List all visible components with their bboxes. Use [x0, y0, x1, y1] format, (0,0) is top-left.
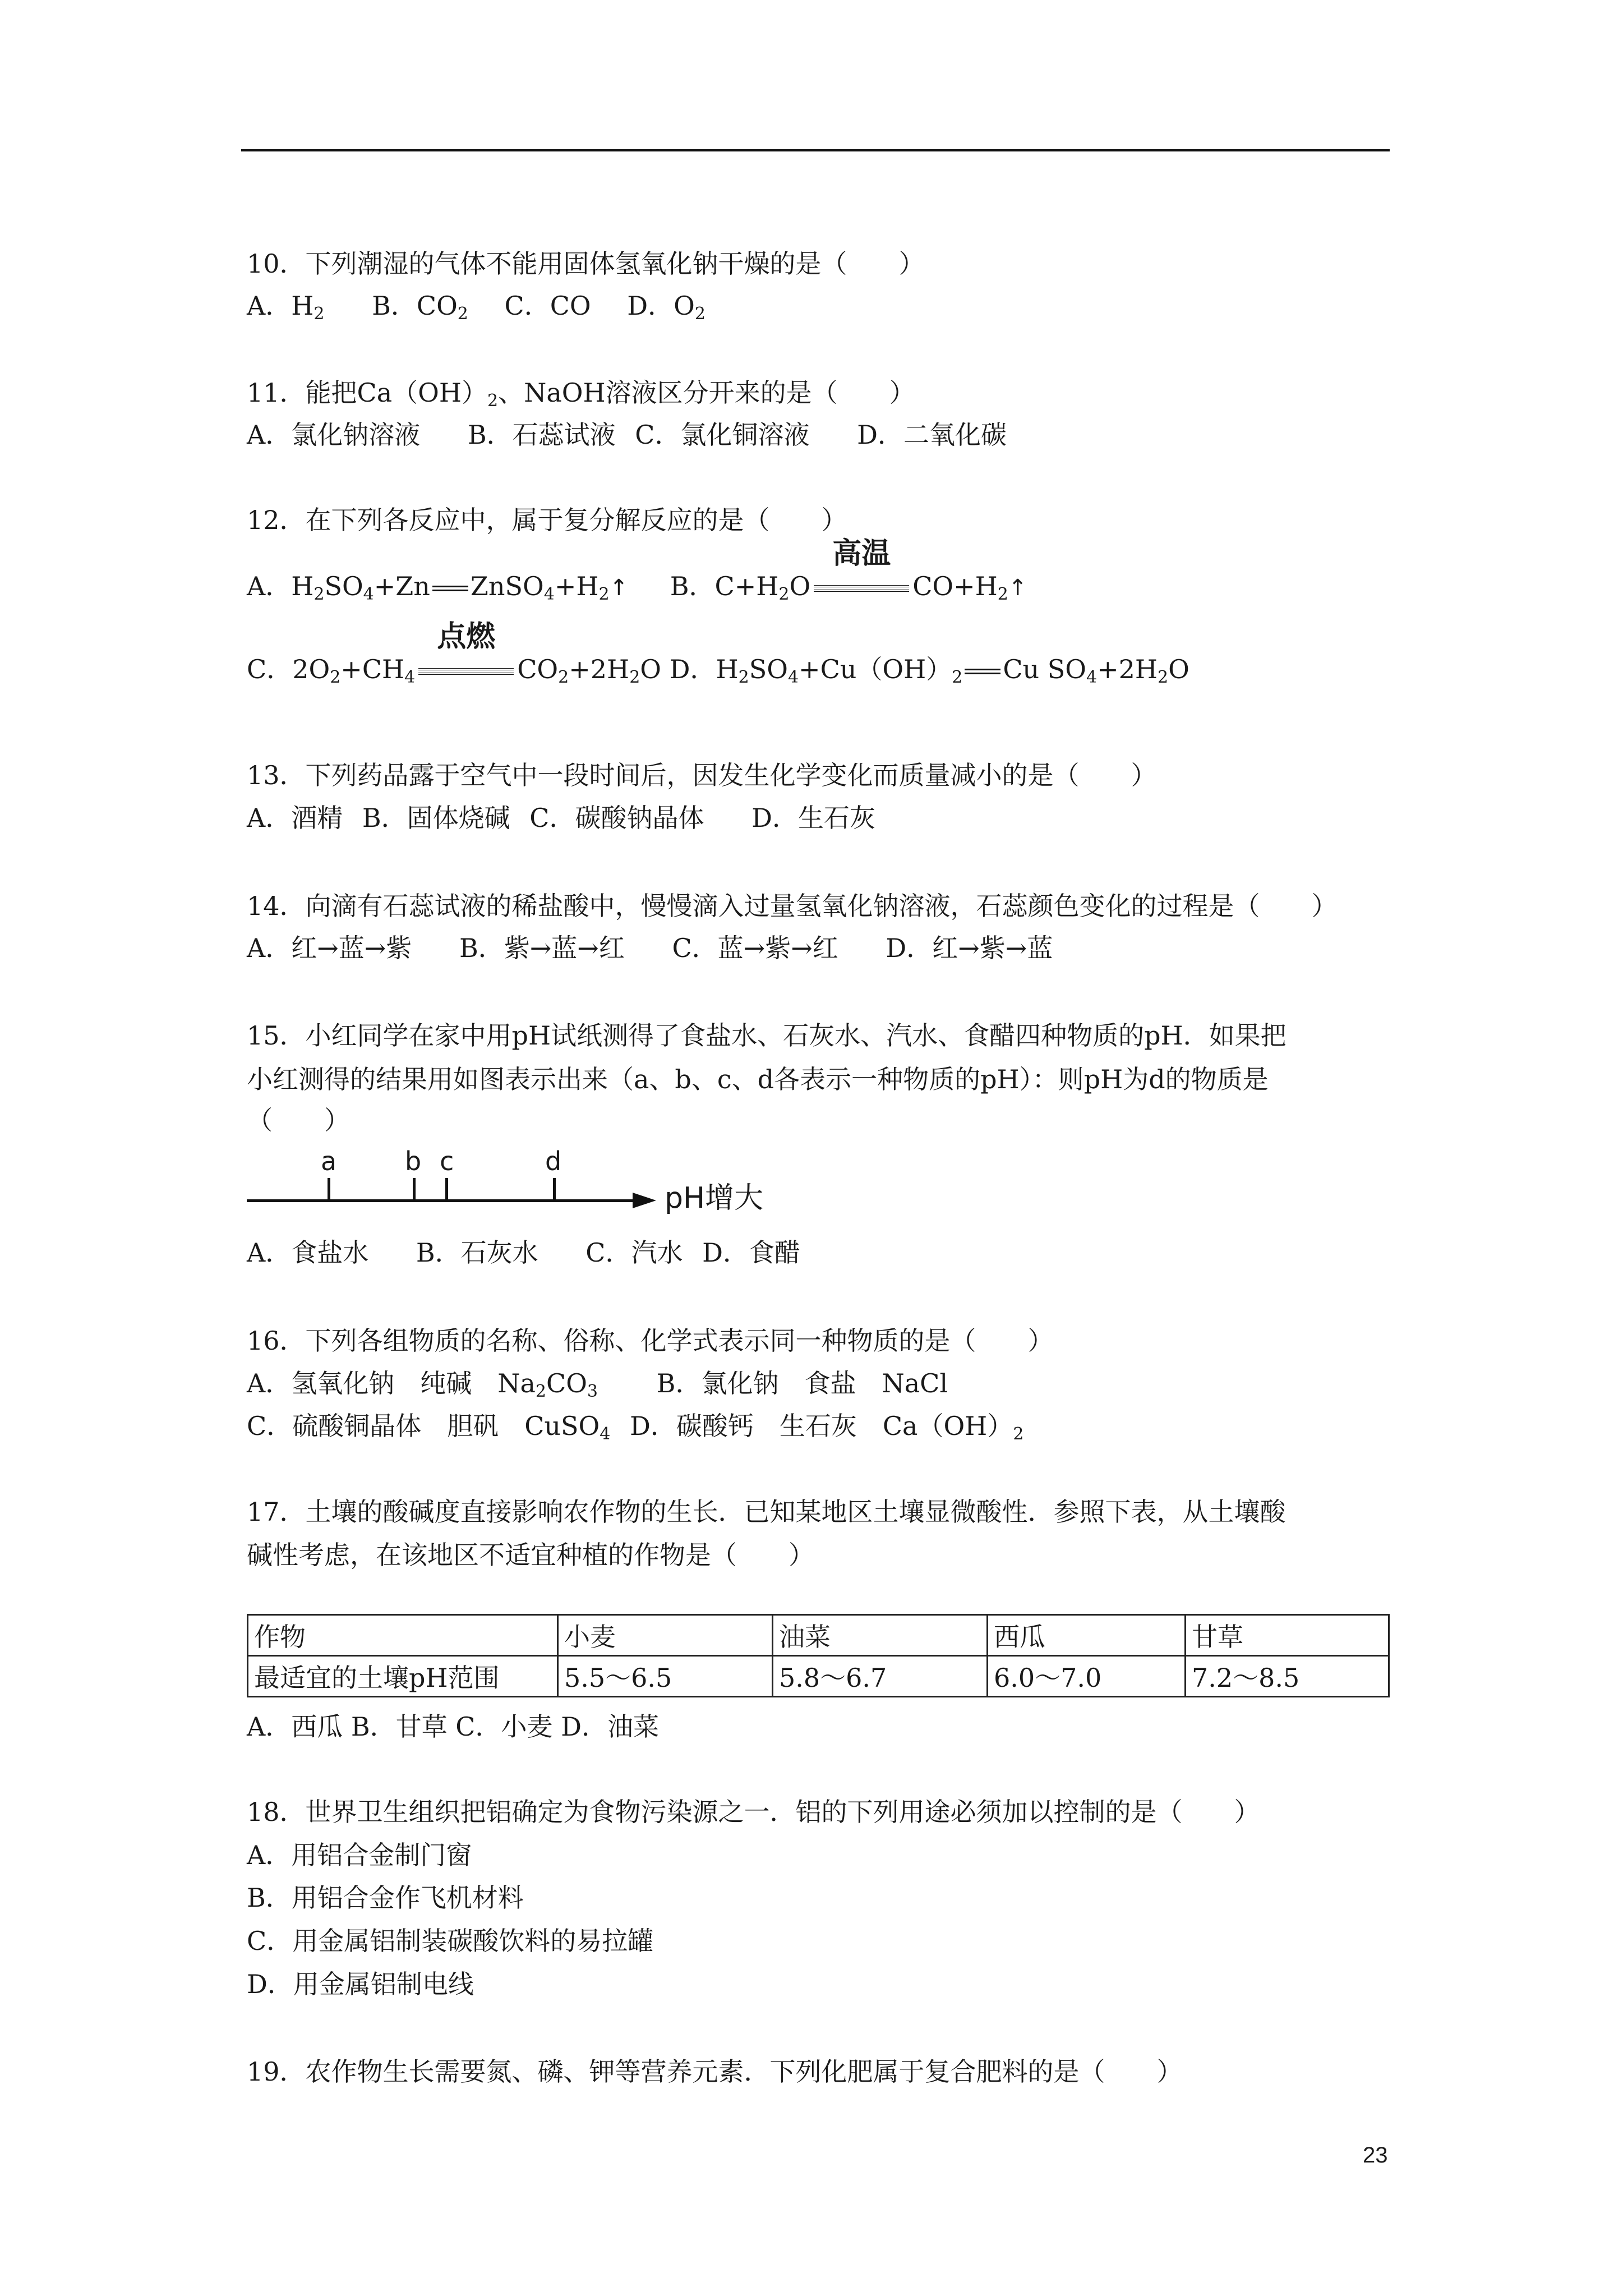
- question-10-options: [247, 289, 706, 323]
- option-b: B．$C+H_2O$ 高温 $CO+H_2↑$: [670, 537, 1027, 604]
- equals-sign: [965, 669, 1000, 674]
- question-16-stem: 16．下列各组物质的名称、俗称、化学式表示同一种物质的是（ ）: [247, 1326, 1054, 1356]
- table-cell: 西瓜: [988, 1615, 1186, 1656]
- option-a: A．氢氧化钠 纯碱 $Na_2CO_3$: [247, 1368, 598, 1401]
- option-d: D．碳酸钙 生石灰 $Ca(OH)_2$: [629, 1411, 1024, 1444]
- option-b: B．氯化钠 食盐 NaCl: [656, 1368, 948, 1398]
- equals-sign: [432, 586, 468, 591]
- header-rule: [241, 149, 1390, 151]
- option-d: D．食醋: [702, 1237, 801, 1268]
- ph-axis-label: pH增大: [665, 1181, 764, 1215]
- option-c: C．碳酸钠晶体: [529, 803, 704, 833]
- option-a: A．氯化钠溶液: [247, 420, 421, 450]
- question-12-options-ab: [247, 537, 1027, 605]
- table-header-row: [248, 1615, 1389, 1656]
- ph-tick-c: [445, 1178, 448, 1200]
- option-b: B．固体烧碱: [362, 803, 510, 833]
- option-c: C．CO: [504, 291, 591, 321]
- ph-axis: [247, 1199, 634, 1202]
- option-d: D．二氧化碳: [857, 420, 1007, 450]
- ph-tick-a: [328, 1178, 330, 1200]
- question-14-stem: 14．向滴有石蕊试液的稀盐酸中，慢慢滴入过量氢氧化钠溶液，石蕊颜色变化的过程是（ ）: [247, 891, 1338, 921]
- option-c: C．氯化铜溶液: [635, 420, 810, 450]
- table-cell: 作物: [248, 1615, 558, 1656]
- ph-point-c: c: [440, 1146, 454, 1176]
- option-c: C．硫酸铜晶体 胆矾 CuSO$_4$: [247, 1411, 611, 1444]
- soil-ph-table: [247, 1614, 1390, 1697]
- question-11-options: [247, 418, 1007, 452]
- ph-point-d: d: [545, 1146, 562, 1176]
- question-18-stem: 18．世界卫生组织把铝确定为食物污染源之一．铝的下列用途必须加以控制的是（ ）: [247, 1797, 1260, 1827]
- table-cell: 小麦: [558, 1615, 773, 1656]
- question-15-line-1: 15．小红同学在家中用pH试纸测得了食盐水、石灰水、汽水、食醋四种物质的pH．如果把: [247, 1020, 1287, 1051]
- question-12-stem: 12．在下列各反应中，属于复分解反应的是（ ）: [247, 505, 847, 535]
- option-b: B．$CO_2$: [372, 291, 468, 324]
- question-17-line-2: 碱性考虑，在该地区不适宜种植的作物是（ ）: [247, 1540, 814, 1570]
- option-d: D．用金属铝制电线: [247, 1969, 474, 1999]
- question-10-stem: 10．下列潮湿的气体不能用固体氢氧化钠干燥的是（ ）: [247, 249, 925, 279]
- option-a: A．食盐水: [247, 1237, 369, 1268]
- question-13-stem: 13．下列药品露于空气中一段时间后，因发生化学变化而质量减小的是（ ）: [247, 760, 1157, 790]
- question-17-options: A．西瓜 B．甘草 C．小麦 D．油菜: [247, 1711, 659, 1742]
- question-11-stem: 11．能把$Ca(OH)_2$、NaOH溶液区分开来的是（ ）: [247, 378, 915, 411]
- table-cell: 最适宜的土壤pH范围: [248, 1656, 558, 1697]
- ph-number-line-figure: [247, 1144, 808, 1228]
- table-cell: 5.8～6.7: [773, 1656, 988, 1697]
- table-cell: 7.2～8.5: [1186, 1656, 1389, 1697]
- option-b: B．石灰水: [416, 1237, 538, 1268]
- option-d: D．$H_2SO_4+Cu(OH)_2$ Cu $SO_4+2H_2O$: [669, 654, 1189, 687]
- question-16-options-cd: [247, 1409, 1023, 1443]
- reaction-condition: 高温: [810, 569, 912, 603]
- option-c: C．蓝→紫→红: [672, 933, 838, 963]
- option-a: A．红→蓝→紫: [247, 933, 412, 963]
- table-row: [248, 1656, 1389, 1697]
- question-16-options-ab: [247, 1366, 948, 1400]
- question-14-options: [247, 931, 1053, 965]
- option-a: A．$H_2$: [247, 291, 325, 324]
- table-cell: 6.0～7.0: [988, 1656, 1186, 1697]
- option-b: B．石蕊试液: [467, 420, 616, 450]
- option-b: B．紫→蓝→红: [459, 933, 625, 963]
- ph-point-b: b: [405, 1146, 422, 1176]
- ph-point-a: a: [321, 1146, 337, 1176]
- option-a: A．$H_2SO_4+Zn$ $ZnSO_4+H_2↑$: [247, 571, 629, 604]
- question-19-stem: 19．农作物生长需要氮、磷、钾等营养元素．下列化肥属于复合肥料的是（ ）: [247, 2056, 1183, 2087]
- reaction-condition: 点燃: [415, 652, 517, 686]
- ph-tick-b: [413, 1178, 416, 1200]
- option-c: C．$2O_2+CH_4$ 点燃 $CO_2+2H_2O$: [247, 620, 661, 687]
- question-13-options: [247, 801, 875, 835]
- table-cell: 油菜: [773, 1615, 988, 1656]
- option-d: D．生石灰: [751, 803, 876, 833]
- option-c: C．用金属铝制装碳酸饮料的易拉罐: [247, 1926, 654, 1956]
- gas-arrow-icon: ↑: [609, 575, 629, 601]
- ph-tick-d: [553, 1178, 556, 1200]
- question-15-options: [247, 1236, 800, 1269]
- option-d: D．$O_2$: [627, 291, 706, 324]
- table-cell: 5.5～6.5: [558, 1656, 773, 1697]
- option-a: A．酒精: [247, 803, 343, 833]
- gas-arrow-icon: ↑: [1008, 575, 1027, 601]
- question-12-options-cd: [247, 620, 1189, 687]
- question-17-line-1: 17．土壤的酸碱度直接影响农作物的生长．已知某地区土壤显微酸性．参照下表，从土壤酸: [247, 1497, 1286, 1527]
- option-b: B．用铝合金作飞机材料: [247, 1883, 524, 1913]
- option-d: D．红→紫→蓝: [886, 933, 1053, 963]
- option-c: C．汽水: [585, 1237, 683, 1268]
- option-a: A．用铝合金制门窗: [247, 1840, 472, 1870]
- question-15-line-3: （ ）: [247, 1105, 350, 1135]
- arrow-right-icon: [633, 1193, 656, 1208]
- page-number: 23: [1363, 2143, 1388, 2168]
- table-cell: 甘草: [1186, 1615, 1389, 1656]
- question-15-line-2: 小红测得的结果用如图表示出来（a、b、c、d各表示一种物质的pH）：则pH为d的物质是: [247, 1064, 1269, 1094]
